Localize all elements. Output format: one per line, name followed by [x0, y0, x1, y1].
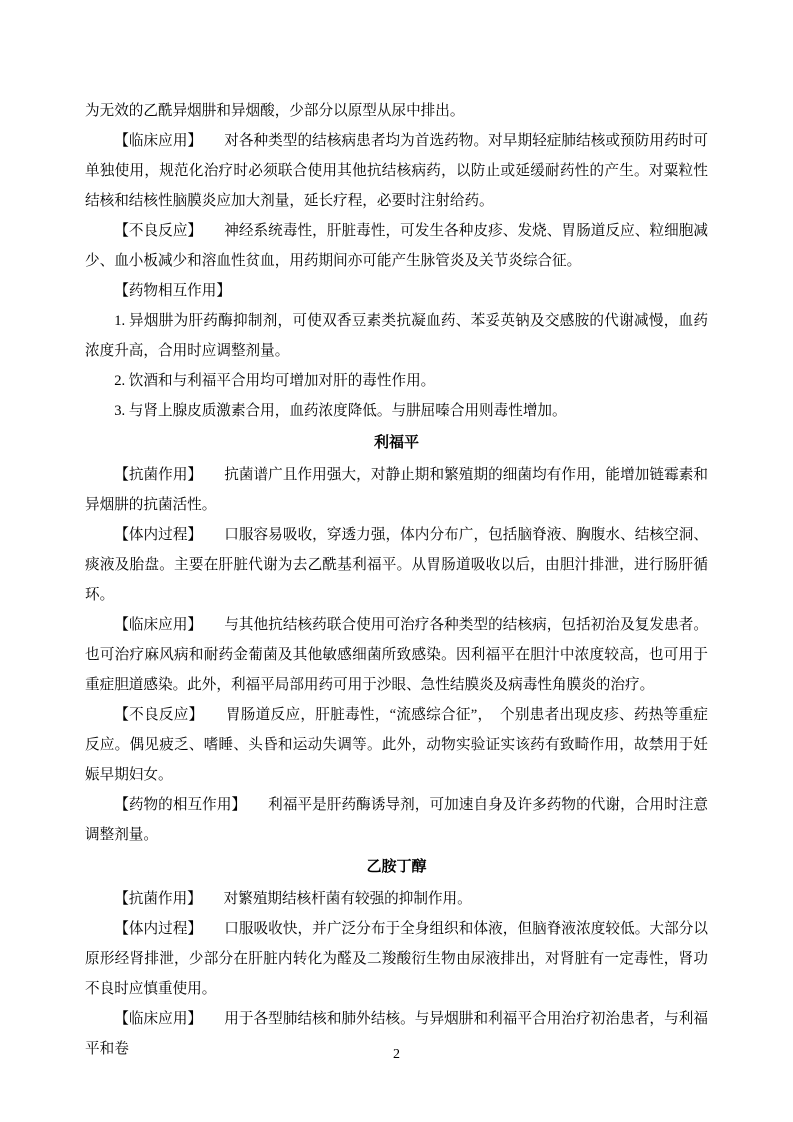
paragraph-ethambutol-clinical-use: 【临床应用】 用于各型肺结核和肺外结核。与异烟肼和利福平合用治疗初治患者，与利福平和卷	[85, 1011, 708, 1057]
paragraph-ethambutol-antibacterial-action: 【抗菌作用】 对繁殖期结核杆菌有较强的抑制作用。	[114, 891, 472, 907]
document-content	[85, 96, 708, 1064]
paragraph-isoniazid-interaction-2: 2. 饮酒和与利福平合用均可增加对肝的毒性作用。	[114, 373, 436, 389]
paragraph-isoniazid-adverse-reactions: 【不良反应】 神经系统毒性，肝脏毒性，可发生各种皮疹、发烧、胃肠道反应、粒细胞减少、血小板减少和溶血性贫血，用药期间亦可能产生脉管炎及关节炎综合征。	[85, 223, 708, 269]
paragraph-rifampin-antibacterial-action: 【抗菌作用】 抗菌谱广且作用强大，对静止期和繁殖期的细菌均有作用，能增加链霉素和异烟肼的抗菌活性。	[85, 467, 708, 513]
page-number: 2	[393, 1047, 400, 1062]
section-heading-ethambutol: 乙胺丁醇	[366, 859, 427, 875]
paragraph-isoniazid-interaction-1: 1. 异烟肼为肝药酶抑制剂，可使双香豆素类抗凝血药、苯妥英钠及交感胺的代谢减慢，血药浓度升高，合用时应调整剂量。	[85, 313, 708, 359]
paragraph-isoniazid-interaction-3: 3. 与肾上腺皮质激素合用，血药浓度降低。与肼屈嗪合用则毒性增加。	[114, 403, 567, 419]
paragraph-rifampin-pharmacokinetics: 【体内过程】 口服容易吸收，穿透力强，体内分布广，包括脑脊液、胸腹水、结核空洞、痰液及胎盘。主要在肝脏代谢为去乙酰基利福平。从胃肠道吸收以后，由胆汁排泄，进行肠肝循环。	[85, 527, 708, 603]
paragraph-ethambutol-pharmacokinetics: 【体内过程】 口服吸收快，并广泛分布于全身组织和体液，但脑脊液浓度较低。大部分以原形经肾排泄，少部分在肝脏内转化为醛及二羧酸衍生物由尿液排出，对肾脏有一定毒性，肾功不良时应慎重使用。	[85, 921, 708, 997]
paragraph-isoniazid-clinical-use: 【临床应用】 对各种类型的结核病患者均为首选药物。对早期轻症肺结核或预防用药时可单独使用，规范化治疗时必须联合使用其他抗结核病药，以防止或延缓耐药性的产生。对粟粒性结核和结核性脑膜炎应加大剂量，延长疗程，必要时注射给药。	[85, 133, 708, 209]
section-heading-rifampin: 利福平	[373, 435, 419, 451]
paragraph-rifampin-clinical-use: 【临床应用】 与其他抗结核药联合使用可治疗各种类型的结核病，包括初治及复发患者。也可治疗麻风病和耐药金葡菌及其他敏感细菌所致感染。因利福平在胆汁中浓度较高，也可用于重症胆道感染。此外，利福平局部用药可用于沙眼、急性结膜炎及病毒性角膜炎的治疗。	[85, 617, 708, 693]
paragraph-isoniazid-continuation: 为无效的乙酰异烟肼和异烟酸，少部分以原型从尿中排出。	[85, 103, 465, 119]
paragraph-rifampin-drug-interactions: 【药物的相互作用】 利福平是肝药酶诱导剂，可加速自身及许多药物的代谢，合用时注意调整剂量。	[85, 797, 708, 843]
paragraph-rifampin-adverse-reactions: 【不良反应】 胃肠道反应，肝脏毒性，“流感综合征”， 个别患者出现皮疹、药热等重症反应。偶见疲乏、嗜睡、头昏和运动失调等。此外，动物实验证实该药有致畸作用，故禁用于妊娠早期妇女。	[85, 707, 708, 783]
paragraph-isoniazid-drug-interactions-label: 【药物相互作用】	[114, 283, 231, 299]
